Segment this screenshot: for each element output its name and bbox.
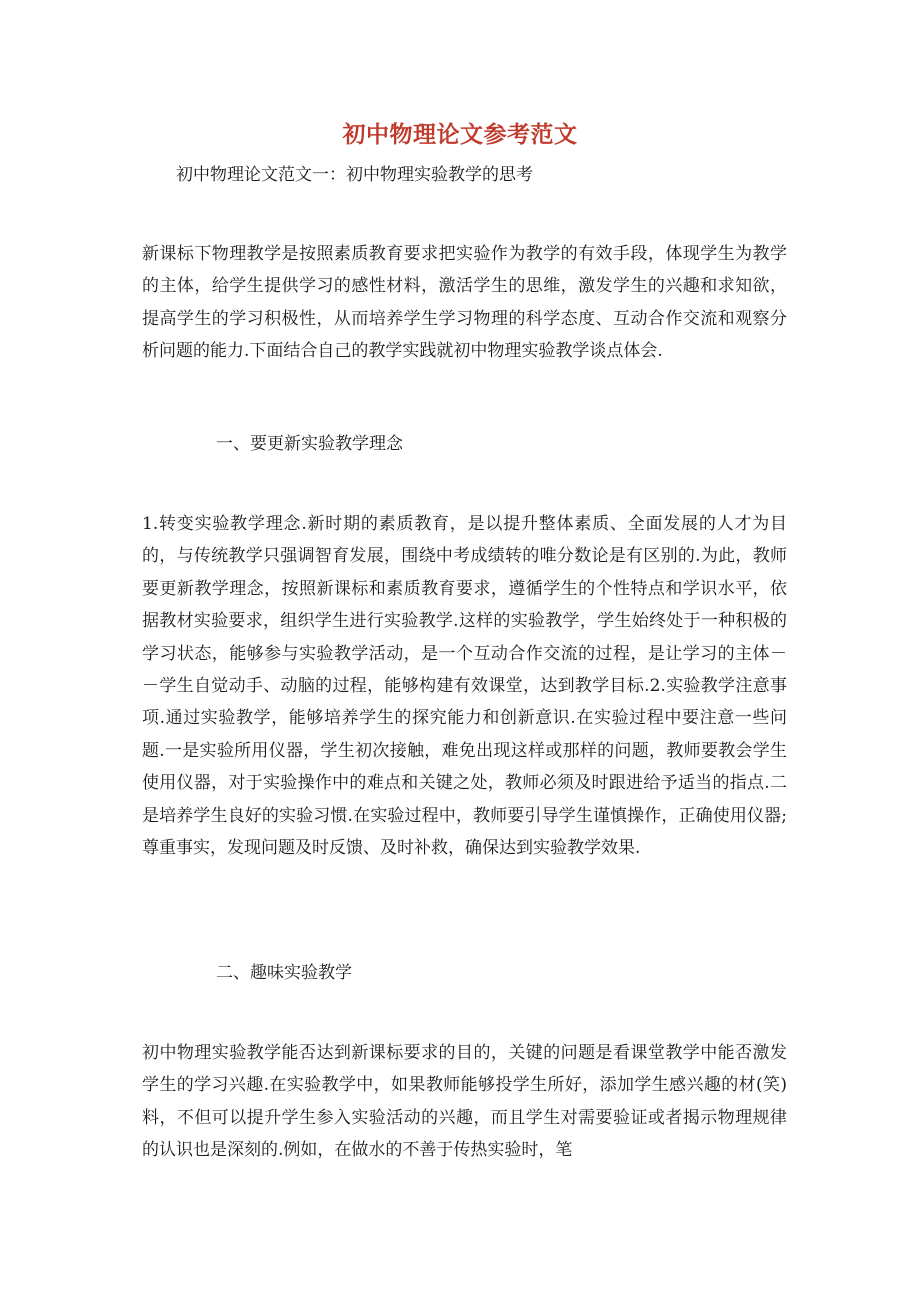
section-1-paragraph: 1.转变实验教学理念.新时期的素质教育，是以提升整体素质、全面发展的人才为目的，与传统教学只强调智育发展，围绕中考成绩转的唯分数论是有区别的.为此，教师要更新教学理念，按照新课标和素质教育要求，遵循学生的个性特点和学识水平，依据教材实验要求，组织学生进行实验教学.这样的实验教学，学生始终处于一种积极的学习状态，能够参与实验教学活动，是一个互动合作交流的过程，是让学习的主体－－学生自觉动手、动脑的过程，能够构建有效课堂，达到教学目标.2.实验教学注意事项.通过实验教学，能够培养学生的探究能力和创新意识.在实验过程中要注意一些问题.一是实验所用仪器，学生初次接触，难免出现这样或那样的问题，教师要教会学生使用仪器，对于实验操作中的难点和关键之处，教师必须及时跟进给予适当的指点.二是培养学生良好的实验习惯.在实验过程中，教师要引导学生谨慎操作，正确使用仪器;尊重事实，发现问题及时反馈、及时补救，确保达到实验教学效果. (142, 514, 787, 859)
document-title: 初中物理论文参考范文 (342, 121, 578, 148)
intro-paragraph: 新课标下物理教学是按照素质教育要求把实验作为教学的有效手段，体现学生为教学的主体，给学生提供学习的感性材料，激活学生的思维，激发学生的兴趣和求知欲，提高学生的学习积极性，从而培养学生学习物理的科学态度、互动合作交流和观察分析问题的能力.下面结合自己的教学实践就初中物理实验教学谈点体会. (142, 244, 787, 362)
section-heading-2: 二、趣味实验教学 (216, 963, 352, 983)
section-2-paragraph: 初中物理实验教学能否达到新课标要求的目的，关键的问题是看课堂教学中能否激发学生的学习兴趣.在实验教学中，如果教师能够投学生所好，添加学生感兴趣的材(笑)料，不但可以提升学生参入实验活动的兴趣，而且学生对需要验证或者揭示物理规律的认识也是深刻的.例如，在做水的不善于传热实验时，笔 (142, 1043, 787, 1161)
section-heading-1: 一、要更新实验教学理念 (216, 434, 403, 454)
document-subtitle: 初中物理论文范文一：初中物理实验教学的思考 (176, 165, 533, 185)
